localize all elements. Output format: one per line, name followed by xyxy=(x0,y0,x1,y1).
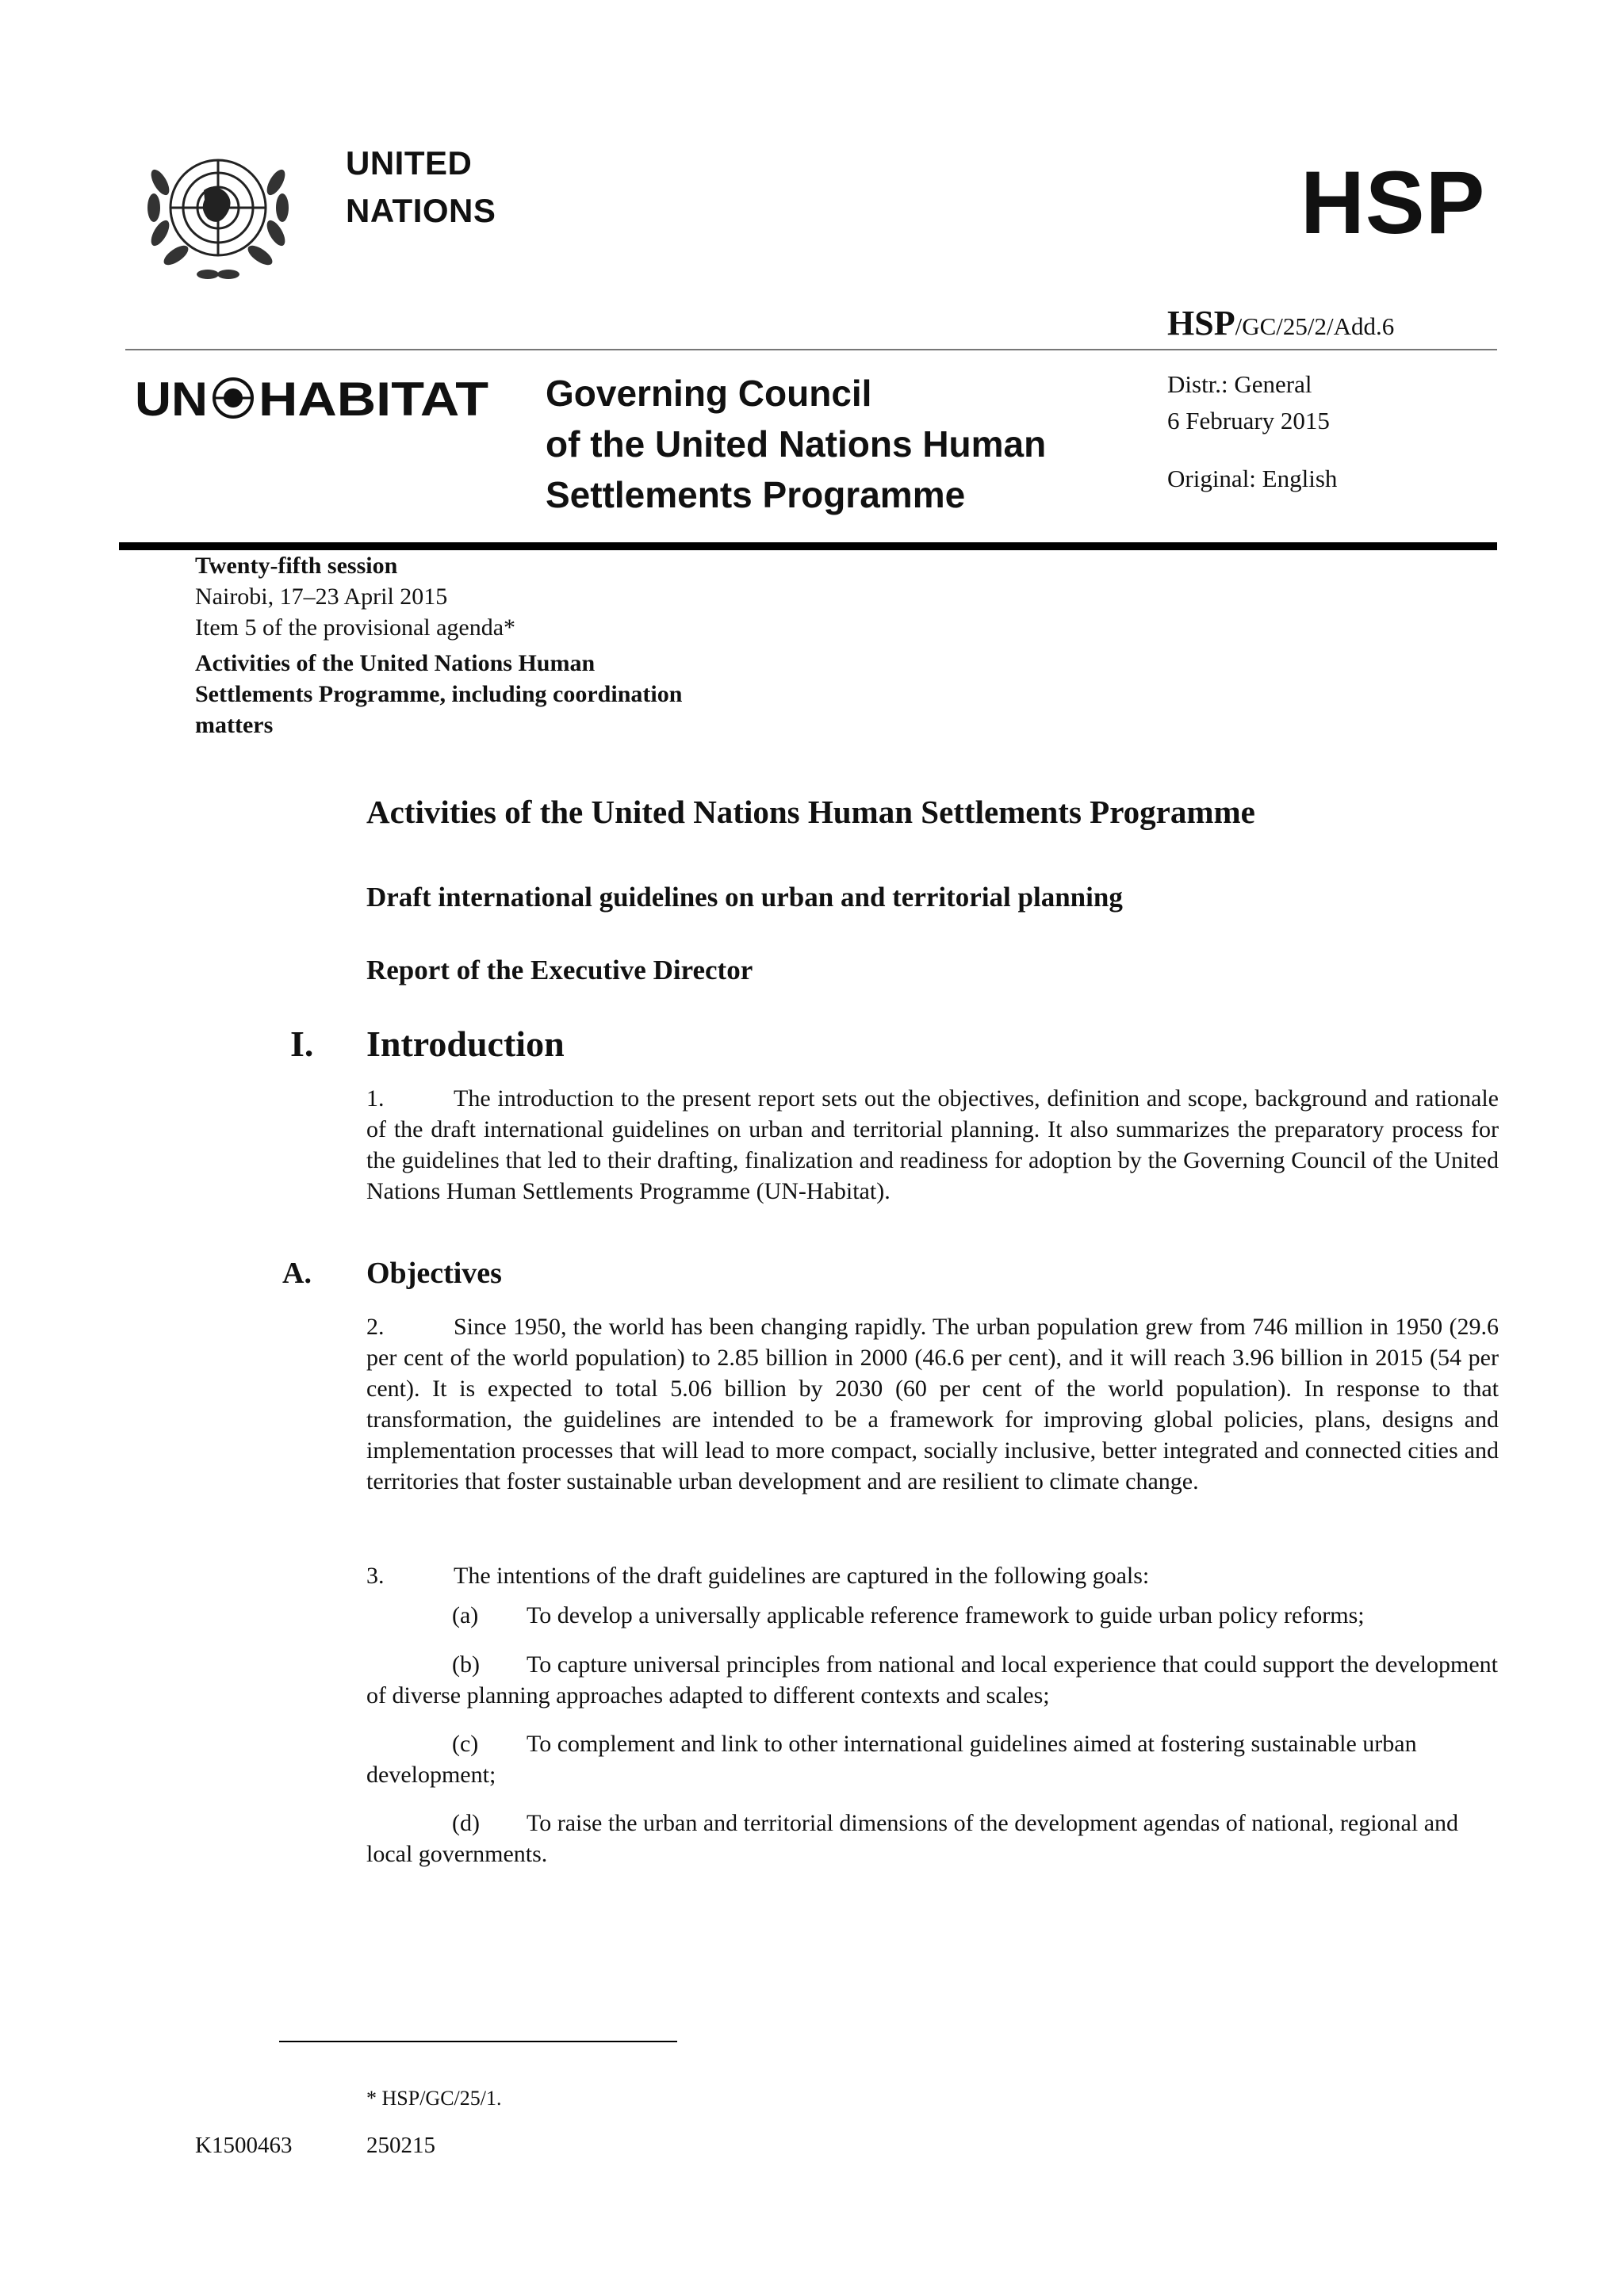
footnote-divider xyxy=(279,2041,677,2042)
session-place-date: Nairobi, 17–23 April 2015 xyxy=(195,584,448,610)
section-heading: Introduction xyxy=(366,1024,565,1064)
job-number: K1500463 xyxy=(195,2133,293,2158)
svg-text:UN: UN xyxy=(135,373,208,423)
un-emblem-icon xyxy=(136,135,300,292)
original-language: Original: English xyxy=(1167,465,1338,492)
goal-item: (b) To capture universal principles from national and local experience that could support the development of diverse planning approaches adapted to different contexts and scales; xyxy=(366,1651,1498,1709)
council-title: Governing Council of the United Nations Human Settlements Programme xyxy=(546,373,1047,515)
svg-text:HABITAT: HABITAT xyxy=(259,373,488,423)
paragraph: 1. The introduction to the present report sets out the objectives, definition and scope, background and rationale of the draft international guidelines on urban and territorial planning. It also summarizes the preparatory process for the guidelines that led to their drafting, finalization and readiness for adoption by the Governing Council of the United Nations Human Settlements Programme (UN-Habitat). xyxy=(366,1085,1499,1204)
job-date: 250215 xyxy=(366,2133,435,2158)
footnote: * HSP/GC/25/1. xyxy=(366,2087,502,2110)
subsection-letter: A. xyxy=(282,1257,312,1290)
section-number: I. xyxy=(290,1024,314,1064)
goal-item: (a) To develop a universally applicable reference framework to guide urban policy reforms; xyxy=(452,1602,1365,1628)
header-divider xyxy=(125,349,1497,350)
paragraph: 2. Since 1950, the world has been changing rapidly. The urban population grew from 746 million in 1950 (29.6 per cent of the world population) to 2.85 billion in 2000 (46.6 per cent), and it will reach 3.96 billion in 2015 (54 per cent). It is expected to total 5.06 billion by 2030 (60 per cent of the world population). In response to that transformation, the guidelines are intended to be a framework for improving global policies, plans, designs and implementation processes that will lead to more compact, socially inclusive, better integrated and connected cities and territories that foster sustainable urban development and are resilient to climate change. xyxy=(366,1314,1499,1494)
agenda-item: Item 5 of the provisional agenda* xyxy=(195,614,516,641)
body-code: HSP xyxy=(1300,153,1486,252)
header-thick-divider xyxy=(119,542,1497,550)
goal-item: (d) To raise the urban and territorial dimensions of the development agendas of national, regional and local governments. xyxy=(366,1810,1459,1867)
document-symbol: HSP/GC/25/2/Add.6 xyxy=(1167,304,1395,342)
agenda-title: Activities of the United Nations Human Settlements Programme, including coordination matters xyxy=(195,650,683,738)
session-name: Twenty-fifth session xyxy=(195,553,398,579)
paragraph: 3. The intentions of the draft guidelines are captured in the following goals: xyxy=(366,1563,1150,1589)
session-info xyxy=(195,550,798,740)
subsection-heading: Objectives xyxy=(366,1257,502,1290)
distribution-info: Distr.: General 6 February 2015 xyxy=(1167,370,1330,434)
report-title: Report of the Executive Director xyxy=(366,955,753,985)
un-habitat-logo xyxy=(135,373,492,423)
un-org-name: UNITED NATIONS xyxy=(346,144,496,229)
document-subtitle: Draft international guidelines on urban and territorial planning xyxy=(366,882,1123,913)
goal-item: (c) To complement and link to other international guidelines aimed at fostering sustainable urban development; xyxy=(366,1731,1417,1788)
document-title: Activities of the United Nations Human Settlements Programme xyxy=(366,794,1255,830)
